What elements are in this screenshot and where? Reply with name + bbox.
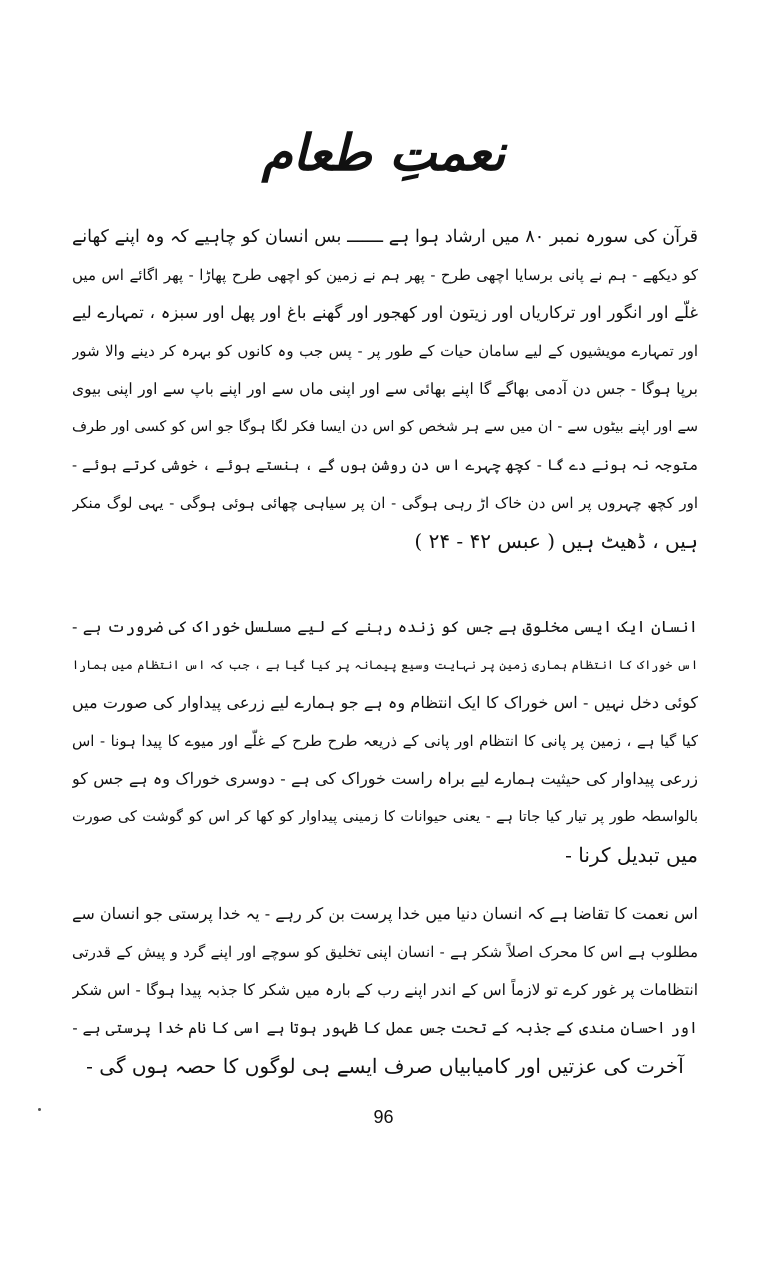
text-line: اس خوراک کا انتظام ہماری زمین پر نہایت وسیع پیمانہ پر کیا گیا ہے ، جب کہ اس انتظام میں ہمارا bbox=[72, 658, 698, 672]
paragraph-quran-verse bbox=[72, 218, 698, 560]
text-line: کو دیکھے - ہم نے پانی برسایا اچھی طرح - پھر ہم نے زمین کو اچھی طرح پھاڑا - پھر اگائے اس میں bbox=[72, 266, 698, 284]
text-line: مطلوب ہے اس کا محرک اصلاً شکر ہے - انسان اپنی تخلیق کو سوچے اور اپنے گرد و پیش کے قدرتی bbox=[72, 943, 698, 961]
text-line: آخرت کی عزتیں اور کامیابیاں صرف ایسے ہی لوگوں کا حصہ ہوں گی - bbox=[86, 1054, 684, 1078]
text-line: قرآن کی سورہ نمبر ۸۰ میں ارشاد ہوا ہے ـــــــ بس انسان کو چاہیے کہ وہ اپنے کھانے bbox=[72, 227, 698, 247]
text-line: اس نعمت کا تقاضا ہے کہ انسان دنیا میں خدا پرست بن کر رہے - یہ خدا پرستی جو انسان سے bbox=[72, 904, 698, 923]
text-line: اور تمہارے مویشیوں کے لیے سامان حیات کے طور پر - پس جب وہ کانوں کو بہرہ کر دینے والا شور bbox=[72, 342, 698, 360]
text-line: میں تبدیل کرنا - bbox=[565, 843, 698, 867]
text-line: متوجہ نہ ہونے دے گا - کچھ چہرے اس دن روشن ہوں گے ، ہنستے ہوئے ، خوشی کرتے ہوئے - bbox=[72, 456, 698, 474]
paragraph-gratitude bbox=[72, 895, 698, 1085]
text-line: انسان ایک ایسی مخلوق ہے جس کو زندہ رہنے کے لیے مسلسل خوراک کی ضرورت ہے - bbox=[72, 617, 698, 636]
text-line: ہیں ، ڈھیٹ ہیں ( عبس ۴۲ - ۲۴ ) bbox=[414, 529, 698, 553]
text-line: کیا گیا ہے ، زمین پر پانی کا انتظام اور پانی کے ذریعہ طرح طرح کے غلّے اور میوے کا پیدا ہونا - اس bbox=[72, 732, 698, 750]
page-number: 96 bbox=[373, 1107, 394, 1127]
paragraph-food-arrangement bbox=[72, 608, 698, 874]
text-line: اور احسان مندی کے جذبہ کے تحت جس عمل کا ظہور ہوتا ہے اسی کا نام خدا پرستی ہے - bbox=[72, 1019, 698, 1037]
text-line: کوئی دخل نہیں - اس خوراک کا ایک انتظام وہ ہے جو ہمارے لیے زرعی پیداوار کی صورت میں bbox=[72, 693, 698, 712]
text-line: برپا ہوگا - جس دن آدمی بھاگے گا اپنے بھائی سے اور اپنی ماں سے اور اپنے باپ سے اور اپنی بیوی bbox=[72, 380, 698, 398]
text-line: زرعی پیداوار کی حیثیت ہمارے لیے براہ راست خوراک کی ہے - دوسری خوراک وہ ہے جس کو bbox=[72, 769, 698, 788]
text-line: انتظامات پر غور کرے تو لازماً اس کے اندر اپنے رب کے بارہ میں شکر کا جذبہ پیدا ہوگا - اس شکر bbox=[72, 981, 698, 999]
text-line: سے اور اپنے بیٹوں سے - ان میں سے ہر شخص کو اس دن ایسا فکر لگا ہوگا جو اس کو کسی اور طرف bbox=[72, 419, 698, 435]
text-line: بالواسطہ طور پر تیار کیا جاتا ہے - یعنی حیوانات کا زمینی پیداوار کو کھا کر اس کو گوشت کی صورت bbox=[72, 809, 698, 825]
page-title: نعمتِ طعام bbox=[261, 123, 506, 182]
text-line: غلّے اور انگور اور ترکاریاں اور زیتون اور کھجور اور گھنے باغ اور پھل اور سبزہ ، تمہارے لیے bbox=[72, 303, 698, 322]
text-line: اور کچھ چہروں پر اس دن خاک اڑ رہی ہوگی - ان پر سیاہی چھائی ہوئی ہوگی - یہی لوگ منکر bbox=[72, 494, 698, 512]
